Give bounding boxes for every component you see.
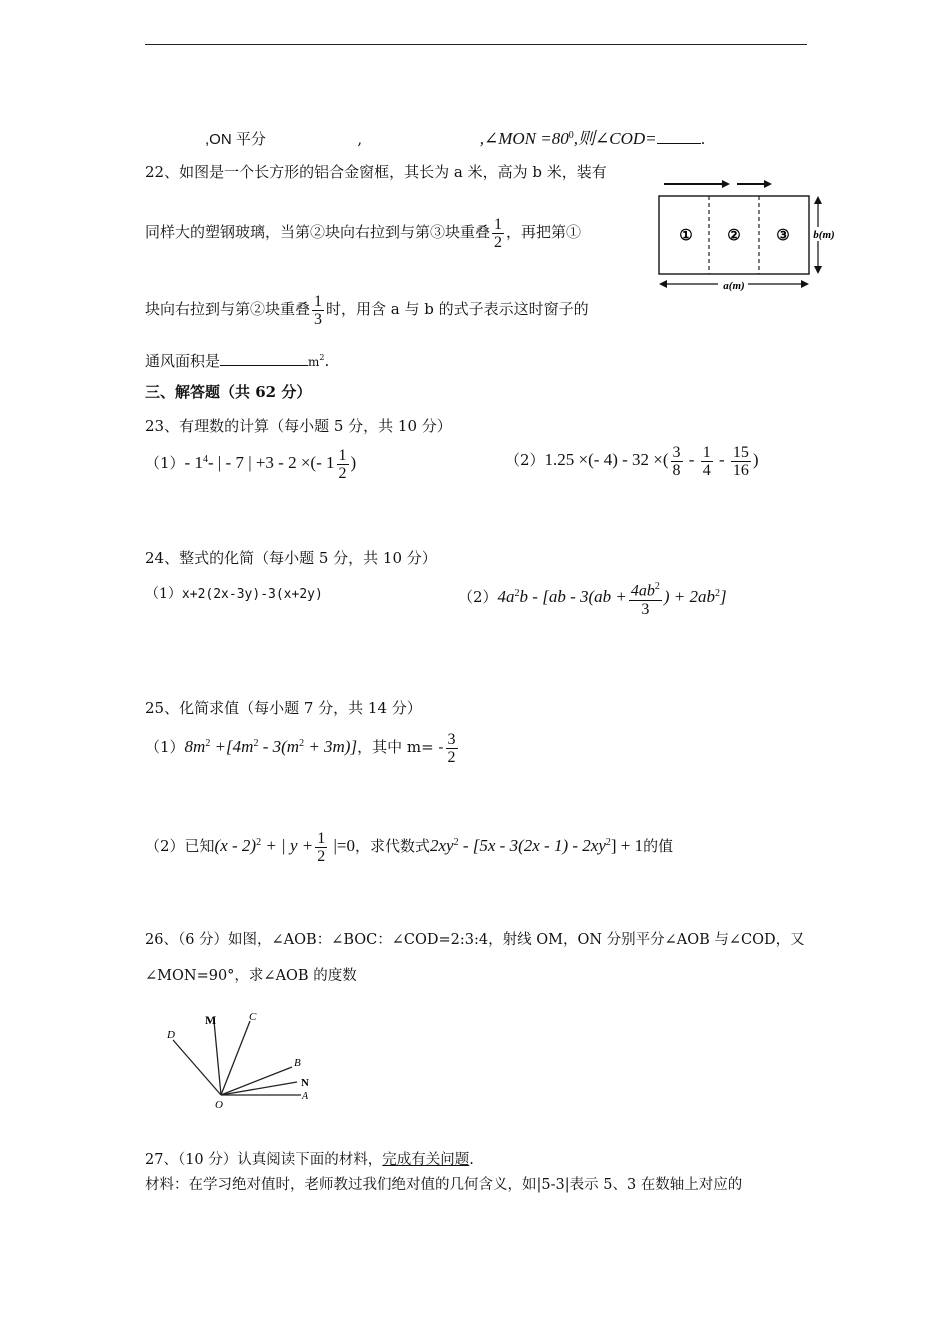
ray-od	[173, 1040, 221, 1095]
label-m: M	[205, 1013, 217, 1027]
q25-p1-expr-a: 8m	[184, 737, 206, 756]
q26-line-2: ∠MON=90°，求∠AOB 的度数	[145, 968, 357, 984]
pane-label-2: ②	[727, 228, 741, 244]
frac-num: 1	[494, 215, 503, 233]
frac-num: 1	[314, 292, 323, 310]
section-3-heading: 三、解答题（共 62 分）	[145, 383, 312, 401]
q22-text-3a: 块向右拉到与第②块重叠	[145, 300, 311, 318]
q23-p1-expr-a: - 1	[184, 453, 203, 472]
q21-cod-expr: ,则∠COD=	[573, 129, 657, 148]
q22-unit: m	[308, 355, 320, 369]
q25-p2-label: （2）已知	[145, 837, 215, 855]
q25-p2-exp-a: 2	[256, 837, 262, 848]
q21-end: .	[700, 130, 706, 148]
frac-num: 1	[317, 829, 326, 847]
arrow-1-head	[722, 180, 730, 188]
frac-num	[629, 578, 662, 600]
q23-p2-expr-a: 1.25 ×(- 4) - 32 ×(	[544, 450, 669, 469]
q24-title: 24、整式的化简（每小题 5 分，共 10 分）	[145, 549, 437, 567]
q22-answer-blank[interactable]	[220, 351, 308, 366]
q22-line-1: 22、如图是一个长方形的铝合金窗框，其长为 a 米，高为 b 米，装有	[145, 163, 607, 181]
q23-part-2	[505, 440, 759, 480]
q25-part-2	[145, 823, 673, 866]
q25-title: 25、化简求值（每小题 7 分，共 14 分）	[145, 699, 422, 717]
label-d: D	[167, 1029, 175, 1041]
q21-text-a: ,ON 平分	[205, 131, 266, 148]
q22-frac-half	[492, 216, 504, 251]
q22-text-2b: ，再把第①	[506, 223, 582, 241]
q23-p1-frac	[337, 447, 349, 482]
q24-p2-expr-b: b - [ab - 3(ab +	[519, 587, 627, 606]
q27-text-a: 27、（10 分）认真阅读下面的材料，	[145, 1152, 383, 1168]
pane-label-3: ③	[776, 228, 790, 244]
q22-line-2	[145, 212, 581, 252]
q22-unit-sup: 2	[319, 353, 325, 362]
arrow-2-head	[764, 180, 772, 188]
q21-answer-blank[interactable]	[657, 129, 701, 144]
pane-label-1: ①	[679, 228, 693, 244]
q25-p1-exp-1: 2	[205, 738, 211, 749]
frac-den: 3	[641, 600, 650, 618]
q25-p2-expr-c: |=0	[329, 836, 355, 855]
ray-ob	[221, 1067, 292, 1095]
frac-num: 3	[447, 730, 456, 748]
q25-p2-expr-f: ] + 1	[610, 836, 644, 855]
q24-p2-label: （2）	[458, 588, 498, 606]
frac-num: 1	[702, 443, 711, 461]
q25-p2-expr-e: - [5x - 3(2x - 1) - 2xy	[458, 836, 606, 855]
q25-p2-exp-d: 2	[453, 837, 459, 848]
q23-p1-expr-b: - | - 7 | +3 - 2 ×(- 1	[207, 453, 335, 472]
q23-p1-expr-c: )	[350, 453, 357, 472]
label-o: O	[215, 1099, 223, 1111]
q24-p1-expr: x+2(2x-3y)-3(x+2y)	[181, 587, 323, 602]
label-c: C	[249, 1011, 257, 1023]
q24-p2-frac	[629, 578, 662, 617]
height-label: b(m)	[813, 229, 835, 241]
width-label: a(m)	[723, 280, 745, 292]
q22-line-4	[145, 348, 329, 372]
ray-on	[221, 1082, 297, 1095]
frac-num-exp: 2	[654, 581, 660, 593]
q25-p2-exp-e: 2	[605, 837, 611, 848]
window-frame-figure	[652, 176, 842, 296]
q22-text-4a: 通风面积是	[145, 352, 221, 370]
frac-den: 2	[447, 748, 456, 766]
q25-p1-expr-b: +[4m	[210, 737, 254, 756]
ray-om	[214, 1021, 221, 1095]
label-a: A	[302, 1091, 309, 1102]
q25-p2-frac	[315, 830, 327, 865]
height-arrow-bottom	[814, 266, 822, 274]
q22-text-2a: 同样大的塑钢玻璃，当第②块向右拉到与第③块重叠	[145, 223, 491, 241]
q23-p2-minus-1: -	[684, 450, 699, 469]
q24-part-2	[458, 574, 727, 618]
q22-frac-third	[312, 293, 324, 328]
q24-p2-expr-c: ) + 2ab	[663, 587, 716, 606]
q21-text-b: ,	[357, 130, 363, 148]
q23-title: 23、有理数的计算（每小题 5 分，共 10 分）	[145, 417, 452, 435]
frac-num: 15	[732, 443, 749, 461]
q25-p2-end: 的值	[643, 837, 674, 855]
q26-line-1: 26、（6 分）如图，∠AOB：∠BOC：∠COD=2:3:4，射线 OM，ON 分别平分∠AOB 与∠COD，又	[145, 932, 805, 948]
q25-p1-exp-3: 2	[299, 738, 305, 749]
q27-line-1	[145, 1150, 474, 1170]
q24-part-1	[145, 584, 323, 605]
q25-p1-expr-c: - 3(m	[258, 737, 300, 756]
q24-p1-label: （1）	[145, 586, 182, 602]
q23-p2-label: （2）	[505, 451, 545, 469]
label-n: N	[301, 1077, 309, 1089]
q27-line-2: 材料：在学习绝对值时，老师教过我们绝对值的几何含义，如|5-3|表示 5、3 在数轴上对应的	[145, 1177, 743, 1193]
q23-p1-label: （1）	[145, 454, 185, 472]
width-arrow-right	[801, 280, 809, 288]
q25-p1-exp-2: 2	[253, 738, 259, 749]
q25-p2-expr-a: (x - 2)	[214, 836, 257, 855]
frac-den: 4	[702, 461, 711, 479]
q25-p1-label: （1）	[145, 738, 185, 756]
q21-degree: 0	[568, 130, 574, 141]
frac-den: 8	[672, 461, 681, 479]
q27-text-b: .	[469, 1152, 474, 1168]
q23-p2-frac-2	[701, 444, 713, 479]
q23-part-1	[145, 440, 356, 483]
q23-p2-expr-c: )	[752, 450, 759, 469]
q21-tail	[205, 126, 705, 150]
frac-num-text: 4ab	[630, 582, 655, 600]
q27-underlined: 完成有关问题	[382, 1152, 470, 1168]
frac-num: 3	[672, 443, 681, 461]
angle-figure	[155, 1005, 325, 1115]
q22-end: .	[324, 352, 330, 370]
q22-text-3b: 时，用含 a 与 b 的式子表示这时窗子的	[326, 300, 589, 318]
height-arrow-top	[814, 196, 822, 204]
q25-p2-mid: ，求代数式	[355, 837, 431, 855]
q24-p2-exp-c: 2	[715, 588, 721, 599]
header-rule	[145, 44, 807, 45]
frac-den: 2	[494, 233, 503, 251]
q24-p2-exp-a: 2	[514, 588, 520, 599]
q23-p1-exp: 4	[202, 454, 208, 465]
frac-num: 1	[338, 446, 347, 464]
q21-mon-expr: ,∠MON =80	[479, 129, 569, 148]
q24-p2-expr-a: 4a	[497, 587, 515, 606]
label-b: B	[294, 1057, 301, 1069]
q23-p2-minus-2: -	[714, 450, 729, 469]
q25-p2-expr-b: + | y +	[261, 836, 314, 855]
q24-p2-expr-d: ]	[720, 587, 727, 606]
q25-p1-frac	[446, 731, 458, 766]
width-arrow-left	[659, 280, 667, 288]
frac-den: 2	[317, 847, 326, 865]
q25-p1-where: ，其中 m= -	[357, 738, 444, 756]
frac-den: 16	[732, 461, 749, 479]
frac-den: 2	[338, 464, 347, 482]
q23-p2-frac-1	[671, 444, 683, 479]
ray-oc	[221, 1021, 250, 1095]
q25-p1-expr-d: + 3m)]	[304, 737, 358, 756]
q25-p2-expr-d: 2xy	[430, 836, 454, 855]
q25-part-1	[145, 724, 460, 767]
q22-line-3	[145, 289, 589, 329]
q23-p2-frac-3	[731, 444, 751, 479]
frac-den: 3	[314, 310, 323, 328]
